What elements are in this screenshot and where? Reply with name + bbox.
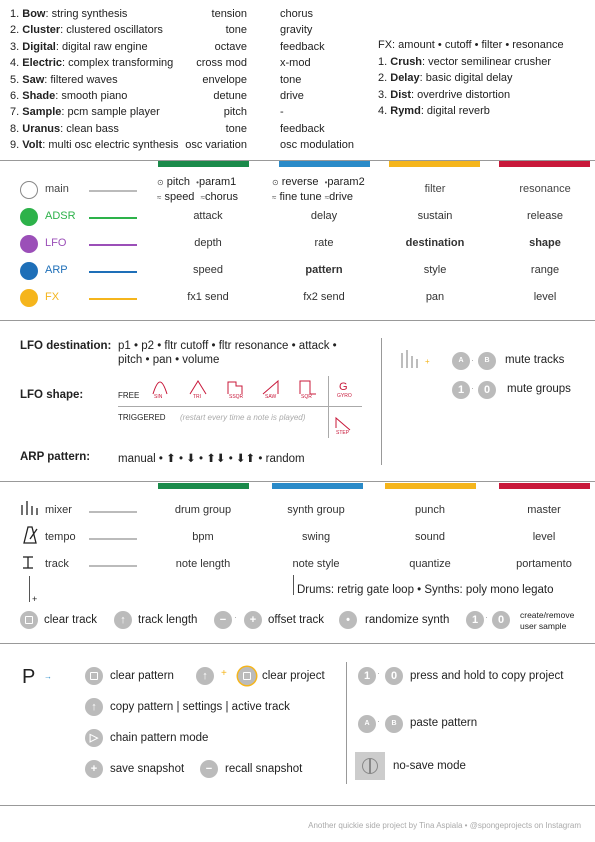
fx-row bbox=[378, 89, 510, 101]
engine-row bbox=[10, 106, 160, 118]
blue-bar bbox=[279, 161, 370, 167]
yellow-bar bbox=[389, 161, 480, 167]
main-c1-top: ⊙ pitch •param1 bbox=[157, 176, 237, 188]
fx-line bbox=[89, 298, 137, 300]
main-c2-top: ⊙ reverse •param2 bbox=[272, 176, 365, 188]
mute-group-button-0[interactable]: 0 bbox=[478, 381, 496, 399]
engine-row bbox=[10, 74, 118, 86]
saw-caption: SAW bbox=[265, 394, 277, 400]
range-dots: · bbox=[471, 383, 474, 393]
adsr-mode-dot[interactable] bbox=[20, 208, 38, 226]
engine-name: Saw bbox=[22, 73, 45, 86]
main-reverse: reverse bbox=[281, 176, 319, 188]
engine-desc: : string synthesis bbox=[45, 8, 128, 20]
engine-param1: cross mod bbox=[196, 57, 247, 70]
copy-project-button-0[interactable]: 0 bbox=[385, 667, 403, 685]
range-dots: · bbox=[377, 716, 380, 726]
engine-desc: : clustered oscillators bbox=[60, 24, 163, 37]
drums-bracket bbox=[293, 575, 294, 595]
engine-param2: - bbox=[280, 106, 284, 119]
triangle-shape-icon bbox=[190, 381, 206, 394]
arp-line bbox=[89, 271, 137, 273]
mixer-c3: punch bbox=[415, 504, 445, 516]
fx-row bbox=[378, 72, 513, 84]
mixer-c1: bpm bbox=[192, 531, 214, 543]
adsr-c1: attack bbox=[193, 210, 223, 222]
fx-c1: fx1 send bbox=[187, 291, 229, 303]
yellow-bar bbox=[385, 483, 476, 489]
engine-desc: : filtered waves bbox=[44, 73, 118, 86]
engine-name: Uranus bbox=[22, 122, 61, 135]
engine-row bbox=[10, 57, 173, 69]
gyro-caption: GYRO bbox=[337, 393, 352, 399]
no-save-icon[interactable] bbox=[355, 752, 385, 780]
clear-pattern-button[interactable] bbox=[85, 667, 103, 685]
recall-snapshot-button[interactable]: − bbox=[200, 760, 218, 778]
arrow-icon: → bbox=[44, 672, 52, 681]
engine-row bbox=[10, 139, 179, 151]
mixer-c3: sound bbox=[415, 531, 445, 543]
lfo-line bbox=[89, 244, 137, 246]
engine-num: 5. bbox=[10, 73, 20, 86]
adsr-line bbox=[89, 217, 137, 219]
engine-num: 7. bbox=[10, 106, 20, 119]
mixer-row-line bbox=[89, 565, 137, 567]
main-chorus: chorus bbox=[204, 191, 238, 203]
main-filter: filter bbox=[424, 183, 446, 195]
offset-track-label: offset track bbox=[268, 614, 325, 626]
engine-desc: : complex transforming bbox=[62, 57, 174, 70]
main-resonance: resonance bbox=[519, 183, 571, 195]
sine-shape-icon bbox=[153, 382, 167, 394]
engine-param1: detune bbox=[213, 90, 247, 102]
range-dots: · bbox=[234, 612, 237, 622]
arp-c2: pattern bbox=[305, 264, 343, 276]
mixer-bars-icon bbox=[400, 348, 432, 370]
red-bar bbox=[499, 161, 590, 167]
ssqr-caption: SSQR bbox=[229, 394, 244, 400]
lfo-destination-label: LFO destination: bbox=[20, 340, 112, 352]
blue-bar bbox=[272, 483, 363, 489]
main-param1: param1 bbox=[198, 176, 237, 188]
no-save-label: no-save mode bbox=[393, 760, 466, 772]
fx-c2: fx2 send bbox=[303, 291, 345, 303]
tri-caption: TRI bbox=[193, 394, 202, 400]
main-speed: speed bbox=[164, 191, 195, 203]
fx-num: 2. bbox=[378, 72, 388, 85]
engine-param1: envelope bbox=[202, 73, 247, 86]
engine-name: Cluster bbox=[22, 24, 61, 37]
divider bbox=[0, 481, 595, 482]
mixer-c4: portamento bbox=[516, 558, 572, 570]
fx-c4: level bbox=[533, 291, 557, 303]
plus-button[interactable]: + bbox=[244, 611, 262, 629]
fx-name: Rymd bbox=[390, 105, 421, 118]
g-caption: G bbox=[339, 381, 348, 393]
saw-shape-icon bbox=[263, 381, 278, 394]
lfo-destination-line1: p1 • p2 • fltr cutoff • fltr resonance • attack • bbox=[118, 340, 337, 352]
clear-project-label: clear project bbox=[262, 670, 325, 682]
randomize-synth-label: randomize synth bbox=[365, 614, 450, 626]
range-dots: · bbox=[485, 612, 488, 622]
copy-project-button-1[interactable]: 1 bbox=[358, 667, 376, 685]
lfo-shape-label: LFO shape: bbox=[20, 389, 84, 401]
green-bar bbox=[158, 161, 249, 167]
lfo-free-label: FREE bbox=[118, 391, 140, 400]
fx-mode-dot[interactable] bbox=[20, 289, 38, 307]
mute-track-button-a[interactable]: A bbox=[452, 352, 470, 370]
lfo-c2: rate bbox=[314, 237, 334, 249]
paste-button-a[interactable]: A bbox=[358, 715, 376, 733]
fx-row bbox=[378, 56, 551, 68]
engine-param2: tone bbox=[280, 73, 302, 86]
clear-track-label: clear track bbox=[44, 614, 98, 626]
lfo-mode-dot[interactable] bbox=[20, 235, 38, 253]
engine-param1: octave bbox=[214, 40, 247, 53]
engine-param1: tension bbox=[211, 8, 247, 20]
paste-pattern-label: paste pattern bbox=[410, 717, 478, 729]
mute-track-button-b[interactable]: B bbox=[478, 352, 496, 370]
engine-name: Electric bbox=[22, 57, 62, 70]
copy-pattern-button[interactable]: ↑ bbox=[85, 698, 103, 716]
fx-name: Crush bbox=[390, 56, 423, 68]
metronome-icon bbox=[20, 525, 40, 545]
main-drive: drive bbox=[329, 191, 353, 203]
plus-sign: + bbox=[32, 594, 38, 604]
engine-param1: tone bbox=[225, 122, 247, 135]
engine-row bbox=[10, 41, 148, 53]
mixer-c2: note style bbox=[292, 558, 340, 570]
engine-name: Digital bbox=[22, 40, 56, 53]
mixer-c1: drum group bbox=[174, 504, 232, 516]
chain-pattern-button[interactable]: ▷ bbox=[85, 729, 103, 747]
engine-param1: tone bbox=[225, 24, 247, 37]
press-hold-label: press and hold to copy project bbox=[410, 670, 564, 682]
arp-pattern-values: manual • ⬆ • ⬇ • ⬆⬇ • ⬇⬆ • random bbox=[118, 453, 305, 465]
main-mode-dot[interactable] bbox=[20, 181, 38, 199]
sample-button-1[interactable]: 1 bbox=[466, 611, 484, 629]
p-key-label: P bbox=[22, 666, 36, 688]
mixer-c2: synth group bbox=[287, 504, 345, 516]
engine-num: 2. bbox=[10, 24, 20, 37]
randomize-synth-button[interactable]: • bbox=[339, 611, 357, 629]
main-finetune: fine tune bbox=[279, 191, 322, 203]
engine-param2: feedback bbox=[280, 122, 325, 135]
engine-param1: osc variation bbox=[185, 139, 247, 152]
mixer-c4: master bbox=[527, 504, 561, 516]
engine-num: 8. bbox=[10, 122, 20, 135]
svg-text:+: + bbox=[425, 357, 430, 366]
mixer-row-line bbox=[89, 538, 137, 540]
minus-button[interactable]: − bbox=[214, 611, 232, 629]
divider bbox=[0, 643, 595, 644]
engine-num: 6. bbox=[10, 90, 20, 102]
fx-num: 3. bbox=[378, 88, 388, 101]
engine-row bbox=[10, 24, 163, 36]
main-c2-bot: ≈ fine tune ≈drive bbox=[272, 191, 353, 203]
sqr-caption: SQR bbox=[301, 394, 312, 400]
drums-synths-note: Drums: retrig gate loop • Synths: poly mono legato bbox=[297, 584, 554, 596]
user-sample-label: user sample bbox=[520, 621, 567, 631]
engine-desc: : clean bass bbox=[60, 122, 119, 135]
mixer-c1: note length bbox=[175, 558, 231, 570]
fx-header-label: FX: bbox=[378, 39, 399, 51]
main-line bbox=[89, 190, 137, 192]
engine-desc: : digital raw engine bbox=[55, 40, 148, 53]
sin-caption: SIN bbox=[154, 394, 163, 400]
engine-param2: gravity bbox=[280, 24, 313, 37]
plus-bracket bbox=[29, 576, 30, 602]
step-shape-icon bbox=[336, 418, 350, 430]
divider bbox=[0, 805, 595, 806]
engine-num: 9. bbox=[10, 139, 20, 152]
fx-name: Delay bbox=[390, 72, 420, 85]
fx-num: 1. bbox=[378, 56, 388, 68]
arp-c1: speed bbox=[193, 264, 223, 276]
lfo-shape-icons bbox=[150, 376, 370, 438]
engine-param2: chorus bbox=[280, 8, 314, 20]
fx-desc: : digital reverb bbox=[420, 105, 490, 118]
sample-button-0[interactable]: 0 bbox=[492, 611, 510, 629]
track-length-label: track length bbox=[138, 614, 198, 626]
arp-c4: range bbox=[530, 264, 560, 276]
mute-tracks-label: mute tracks bbox=[505, 354, 565, 366]
lfo-c1: depth bbox=[194, 237, 222, 249]
engine-name: Volt bbox=[22, 139, 43, 152]
fx-desc: : overdrive distortion bbox=[411, 88, 511, 101]
mixer-row-line bbox=[89, 511, 137, 513]
engine-row bbox=[10, 123, 119, 135]
green-bar bbox=[158, 483, 249, 489]
plus-sign: + bbox=[221, 668, 227, 679]
section-vdivider bbox=[346, 662, 347, 784]
fx-mode-label: FX bbox=[45, 291, 60, 303]
fx-desc: : basic digital delay bbox=[419, 72, 513, 85]
fx-desc: : vector semilinear crusher bbox=[422, 56, 552, 68]
mixer-row-label: tempo bbox=[45, 531, 76, 543]
lfo-triggered-label: TRIGGERED bbox=[118, 413, 166, 422]
engine-param2: feedback bbox=[280, 40, 325, 53]
mixer-icon bbox=[20, 500, 40, 516]
mixer-c4: level bbox=[532, 531, 556, 543]
adsr-c3: sustain bbox=[417, 210, 453, 222]
lfo-trig-note: (restart every time a note is played) bbox=[180, 413, 306, 422]
fx-header bbox=[378, 39, 564, 51]
fx-c3: pan bbox=[425, 291, 445, 303]
recall-snapshot-label: recall snapshot bbox=[225, 763, 303, 775]
engine-desc: : pcm sample player bbox=[61, 106, 160, 119]
fx-header-params: amount • cutoff • filter • resonance bbox=[398, 39, 564, 51]
main-mode-label: main bbox=[45, 183, 69, 195]
range-dots: · bbox=[471, 355, 474, 365]
engine-param2: osc modulation bbox=[280, 139, 354, 152]
track-length-button[interactable]: ↑ bbox=[114, 611, 132, 629]
engine-name: Sample bbox=[22, 106, 62, 119]
main-c1-bot: ≈ speed ≈chorus bbox=[157, 191, 238, 203]
lfo-mode-label: LFO bbox=[45, 237, 67, 249]
engine-num: 3. bbox=[10, 40, 20, 53]
step-caption: STEP bbox=[336, 430, 350, 436]
clear-project-button[interactable] bbox=[238, 667, 256, 685]
red-bar bbox=[499, 483, 590, 489]
copy-pattern-label: copy pattern | settings | active track bbox=[110, 701, 290, 713]
engine-num: 4. bbox=[10, 57, 20, 70]
engine-row bbox=[10, 8, 127, 20]
arp-c3: style bbox=[423, 264, 447, 276]
clear-pattern-label: clear pattern bbox=[110, 670, 174, 682]
adsr-c4: release bbox=[526, 210, 564, 222]
footer-credit: Another quickie side project by Tina Aspiala • @spongeprojects on Instagram bbox=[308, 821, 581, 830]
fx-row bbox=[378, 105, 490, 117]
square-shape-icon bbox=[300, 381, 316, 394]
mixer-c2: swing bbox=[301, 531, 331, 543]
engine-num: 1. bbox=[10, 8, 20, 20]
section-vdivider bbox=[381, 338, 382, 465]
create-remove-label: create/remove bbox=[520, 610, 575, 620]
save-snapshot-label: save snapshot bbox=[110, 763, 185, 775]
fx-num: 4. bbox=[378, 105, 388, 118]
lfo-c3: destination bbox=[405, 237, 465, 249]
fx-name: Dist bbox=[390, 88, 412, 101]
mixer-row-label: mixer bbox=[45, 504, 72, 516]
lfo-destination-line2: pitch • pan • volume bbox=[118, 354, 220, 366]
arp-mode-label: ARP bbox=[45, 264, 68, 276]
arp-mode-dot[interactable] bbox=[20, 262, 38, 280]
paste-button-b[interactable]: B bbox=[385, 715, 403, 733]
save-snapshot-button[interactable]: + bbox=[85, 760, 103, 778]
mute-group-button-1[interactable]: 1 bbox=[452, 381, 470, 399]
engine-name: Shade bbox=[22, 90, 56, 102]
divider bbox=[0, 320, 595, 321]
engine-param2: drive bbox=[280, 90, 304, 102]
chain-pattern-label: chain pattern mode bbox=[110, 732, 209, 744]
up-button[interactable]: ↑ bbox=[196, 667, 214, 685]
mixer-row-label: track bbox=[45, 558, 69, 570]
engine-row bbox=[10, 90, 127, 102]
adsr-c2: delay bbox=[310, 210, 338, 222]
main-pitch: pitch bbox=[166, 176, 191, 188]
mixer-c3: quantize bbox=[409, 558, 451, 570]
adsr-mode-label: ADSR bbox=[45, 210, 76, 222]
ssqr-shape-icon bbox=[228, 382, 242, 394]
engine-param1: pitch bbox=[223, 106, 247, 119]
range-dots: · bbox=[377, 668, 380, 678]
mute-groups-label: mute groups bbox=[507, 383, 571, 395]
engine-desc: : smooth piano bbox=[55, 90, 128, 102]
lfo-c4: shape bbox=[529, 237, 561, 249]
engine-param2: x-mod bbox=[280, 57, 311, 70]
engine-desc: : multi osc electric synthesis bbox=[42, 139, 179, 152]
main-param2: param2 bbox=[327, 176, 365, 188]
arp-pattern-label: ARP pattern: bbox=[20, 451, 91, 463]
clear-track-button[interactable] bbox=[20, 611, 38, 629]
engine-name: Bow bbox=[22, 8, 46, 20]
track-icon bbox=[21, 555, 37, 571]
